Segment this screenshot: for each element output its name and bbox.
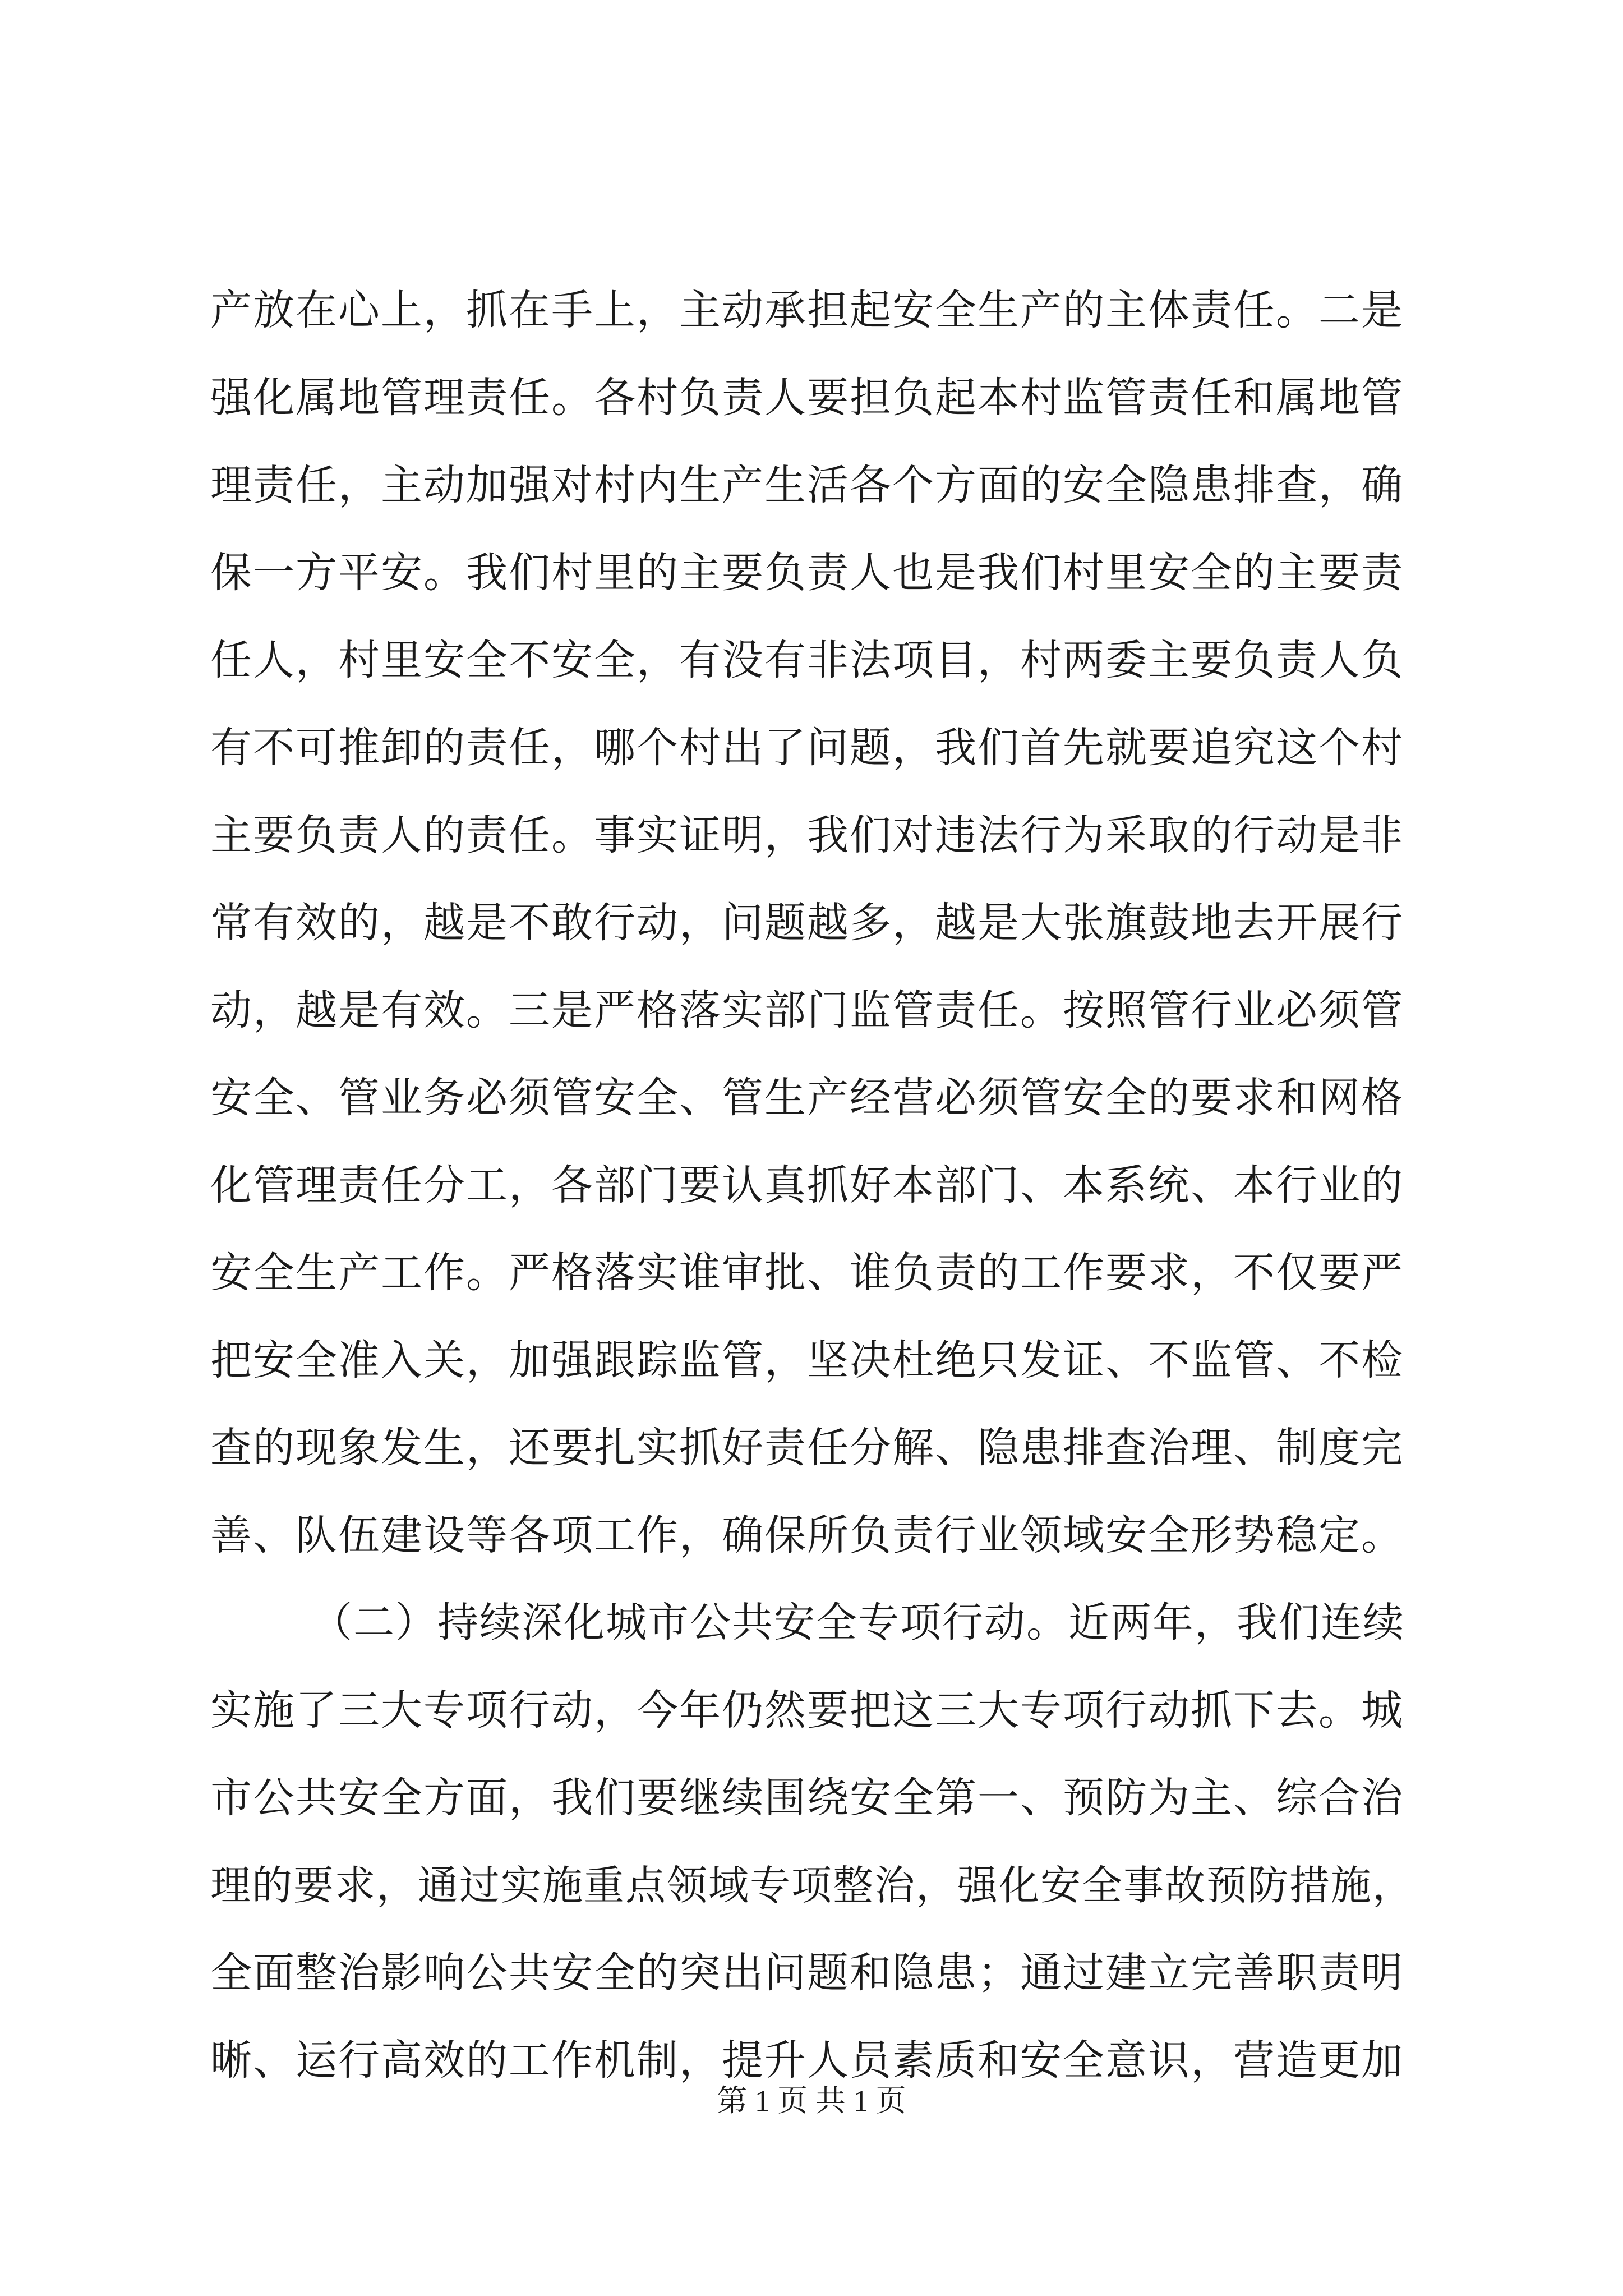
text-line: 动，越是有效。三是严格落实部门监管责任。按照管行业必须管	[210, 986, 1404, 1034]
text-line: 任人，村里安全不安全，有没有非法项目，村两委主要负责人负	[210, 636, 1404, 684]
text-line: 晰、运行高效的工作机制，提升人员素质和安全意识，营造更加	[210, 2036, 1404, 2085]
text-line: 把安全准入关，加强跟踪监管，坚决杜绝只发证、不监管、不检	[210, 1336, 1404, 1384]
text-line: 理责任，主动加强对村内生产生活各个方面的安全隐患排查，确	[210, 461, 1404, 509]
text-line: 强化属地管理责任。各村负责人要担负起本村监管责任和属地管	[210, 374, 1404, 422]
text-line: 安全生产工作。严格落实谁审批、谁负责的工作要求，不仅要严	[210, 1249, 1404, 1297]
text-line: 化管理责任分工，各部门要认真抓好本部门、本系统、本行业的	[210, 1161, 1404, 1209]
text-line: 理的要求，通过实施重点领域专项整治，强化安全事故预防措施，	[210, 1862, 1414, 1909]
text-line: 实施了三大专项行动，今年仍然要把这三大专项行动抓下去。城	[210, 1686, 1404, 1734]
text-line: 有不可推卸的责任，哪个村出了问题，我们首先就要追究这个村	[210, 724, 1404, 772]
text-line: 产放在心上，抓在手上，主动承担起安全生产的主体责任。二是	[210, 286, 1404, 334]
text-line: 查的现象发生，还要扎实抓好责任分解、隐患排查治理、制度完	[210, 1424, 1404, 1472]
text-line: 全面整治影响公共安全的突出问题和隐患；通过建立完善职责明	[210, 1949, 1404, 1997]
text-line: 主要负责人的责任。事实证明，我们对违法行为采取的行动是非	[210, 811, 1404, 859]
paragraph-heading-line: （二）持续深化城市公共安全专项行动。近两年，我们连续	[311, 1599, 1405, 1646]
text-line: 市公共安全方面，我们要继续围绕安全第一、预防为主、综合治	[210, 1774, 1404, 1822]
page-footer: 第 1 页 共 1 页	[717, 2084, 906, 2118]
body-text	[210, 266, 1416, 2104]
text-line: 常有效的，越是不敢行动，问题越多，越是大张旗鼓地去开展行	[210, 899, 1404, 947]
text-line: 善、队伍建设等各项工作，确保所负责行业领域安全形势稳定。	[210, 1511, 1404, 1559]
text-line: 保一方平安。我们村里的主要负责人也是我们村里安全的主要责	[210, 549, 1404, 597]
text-line: 安全、管业务必须管安全、管生产经营必须管安全的要求和网格	[210, 1074, 1404, 1122]
